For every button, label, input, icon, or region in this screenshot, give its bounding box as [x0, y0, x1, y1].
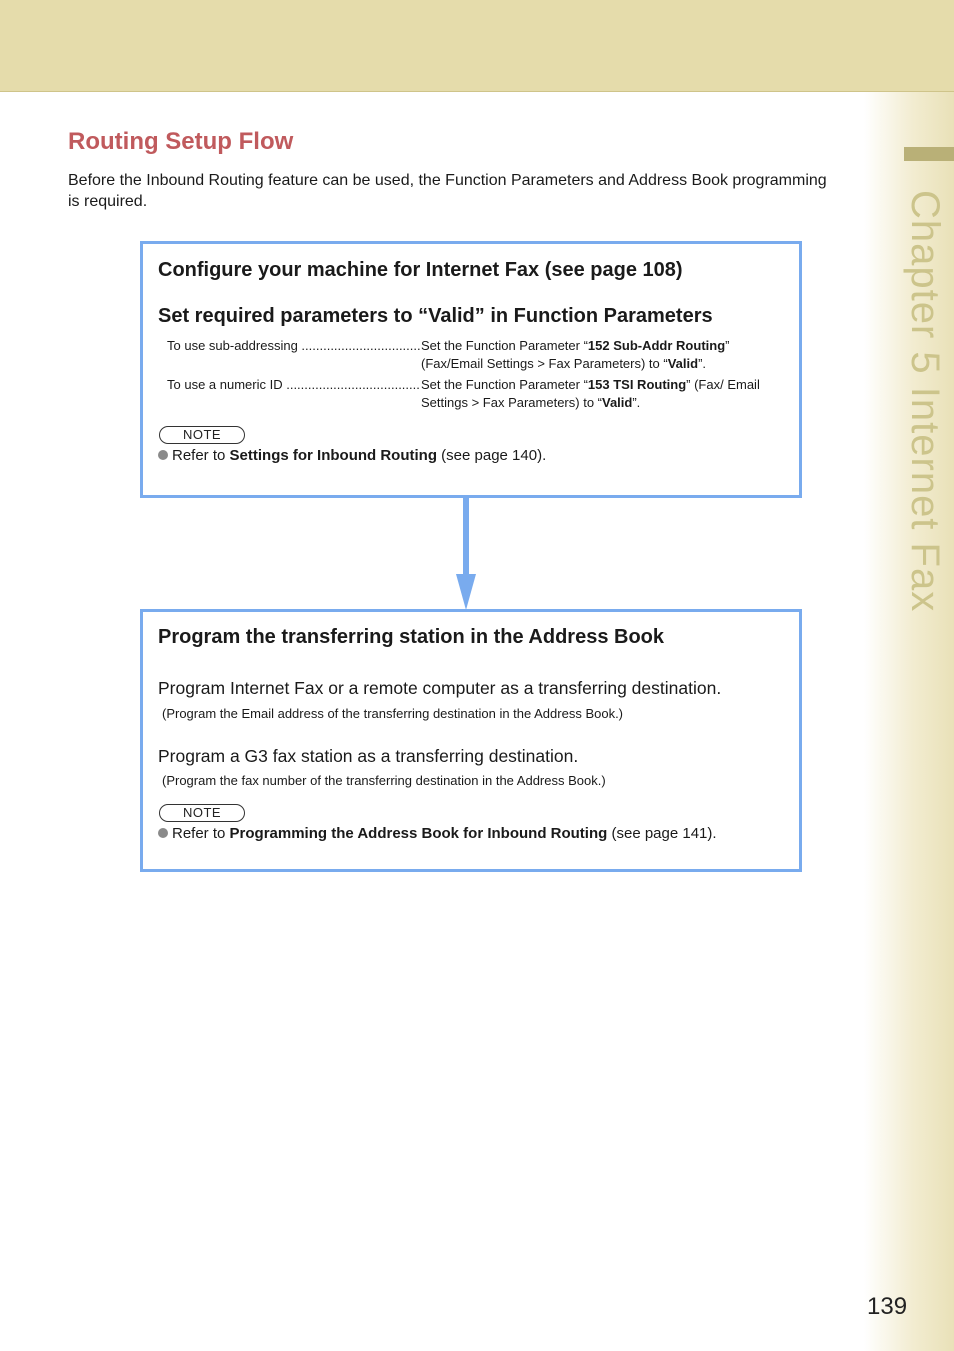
chapter-tab-marker — [904, 147, 954, 161]
header-band — [0, 0, 954, 92]
flow-step-address-book — [140, 609, 802, 872]
step-item-g3-fax: Program a G3 fax station as a transferring destination. — [158, 746, 579, 766]
bullet-icon — [158, 450, 168, 460]
section-title: Routing Setup Flow — [68, 128, 294, 155]
param-row-numeric-id — [143, 376, 799, 416]
bullet-icon — [158, 828, 168, 838]
note-badge: NOTE — [159, 804, 245, 822]
param-label: To use sub-addressing ..... — [167, 337, 421, 355]
chapter-side-label: Chapter 5 Internet Fax — [903, 190, 947, 613]
param-label: To use a numeric ID ..... — [167, 376, 421, 394]
step-heading-address-book: Program the transferring station in the Address Book — [158, 626, 665, 648]
note-badge: NOTE — [159, 426, 245, 444]
step-item-g3-fax-note: (Program the fax number of the transferring destination in the Address Book.) — [162, 773, 606, 788]
intro-paragraph: Before the Inbound Routing feature can be used, the Function Parameters and Address Book programming is required. — [68, 172, 827, 210]
note-text: Refer to Settings for Inbound Routing (see page 140). — [158, 447, 546, 464]
param-value: Set the Function Parameter “152 Sub-Addr Routing” (Fax/Email Settings > Fax Parameters) to “Valid”. — [421, 338, 730, 371]
param-row-subaddressing — [143, 337, 799, 377]
flow-step-configure — [140, 241, 802, 498]
step-heading-parameters: Set required parameters to “Valid” in Function Parameters — [158, 305, 713, 327]
note-text: Refer to Programming the Address Book for Inbound Routing (see page 141). — [158, 825, 717, 842]
step-heading-configure: Configure your machine for Internet Fax (see page 108) — [158, 259, 683, 281]
page-number: 139 — [867, 1293, 908, 1320]
step-item-internet-fax: Program Internet Fax or a remote computer as a transferring destination. — [158, 678, 722, 698]
param-value: Set the Function Parameter “153 TSI Routing” (Fax/ Email Settings > Fax Parameters) to “Valid”. — [421, 377, 760, 410]
step-item-internet-fax-note: (Program the Email address of the transferring destination in the Address Book.) — [162, 706, 624, 721]
flow-arrow-down-icon — [456, 497, 476, 610]
